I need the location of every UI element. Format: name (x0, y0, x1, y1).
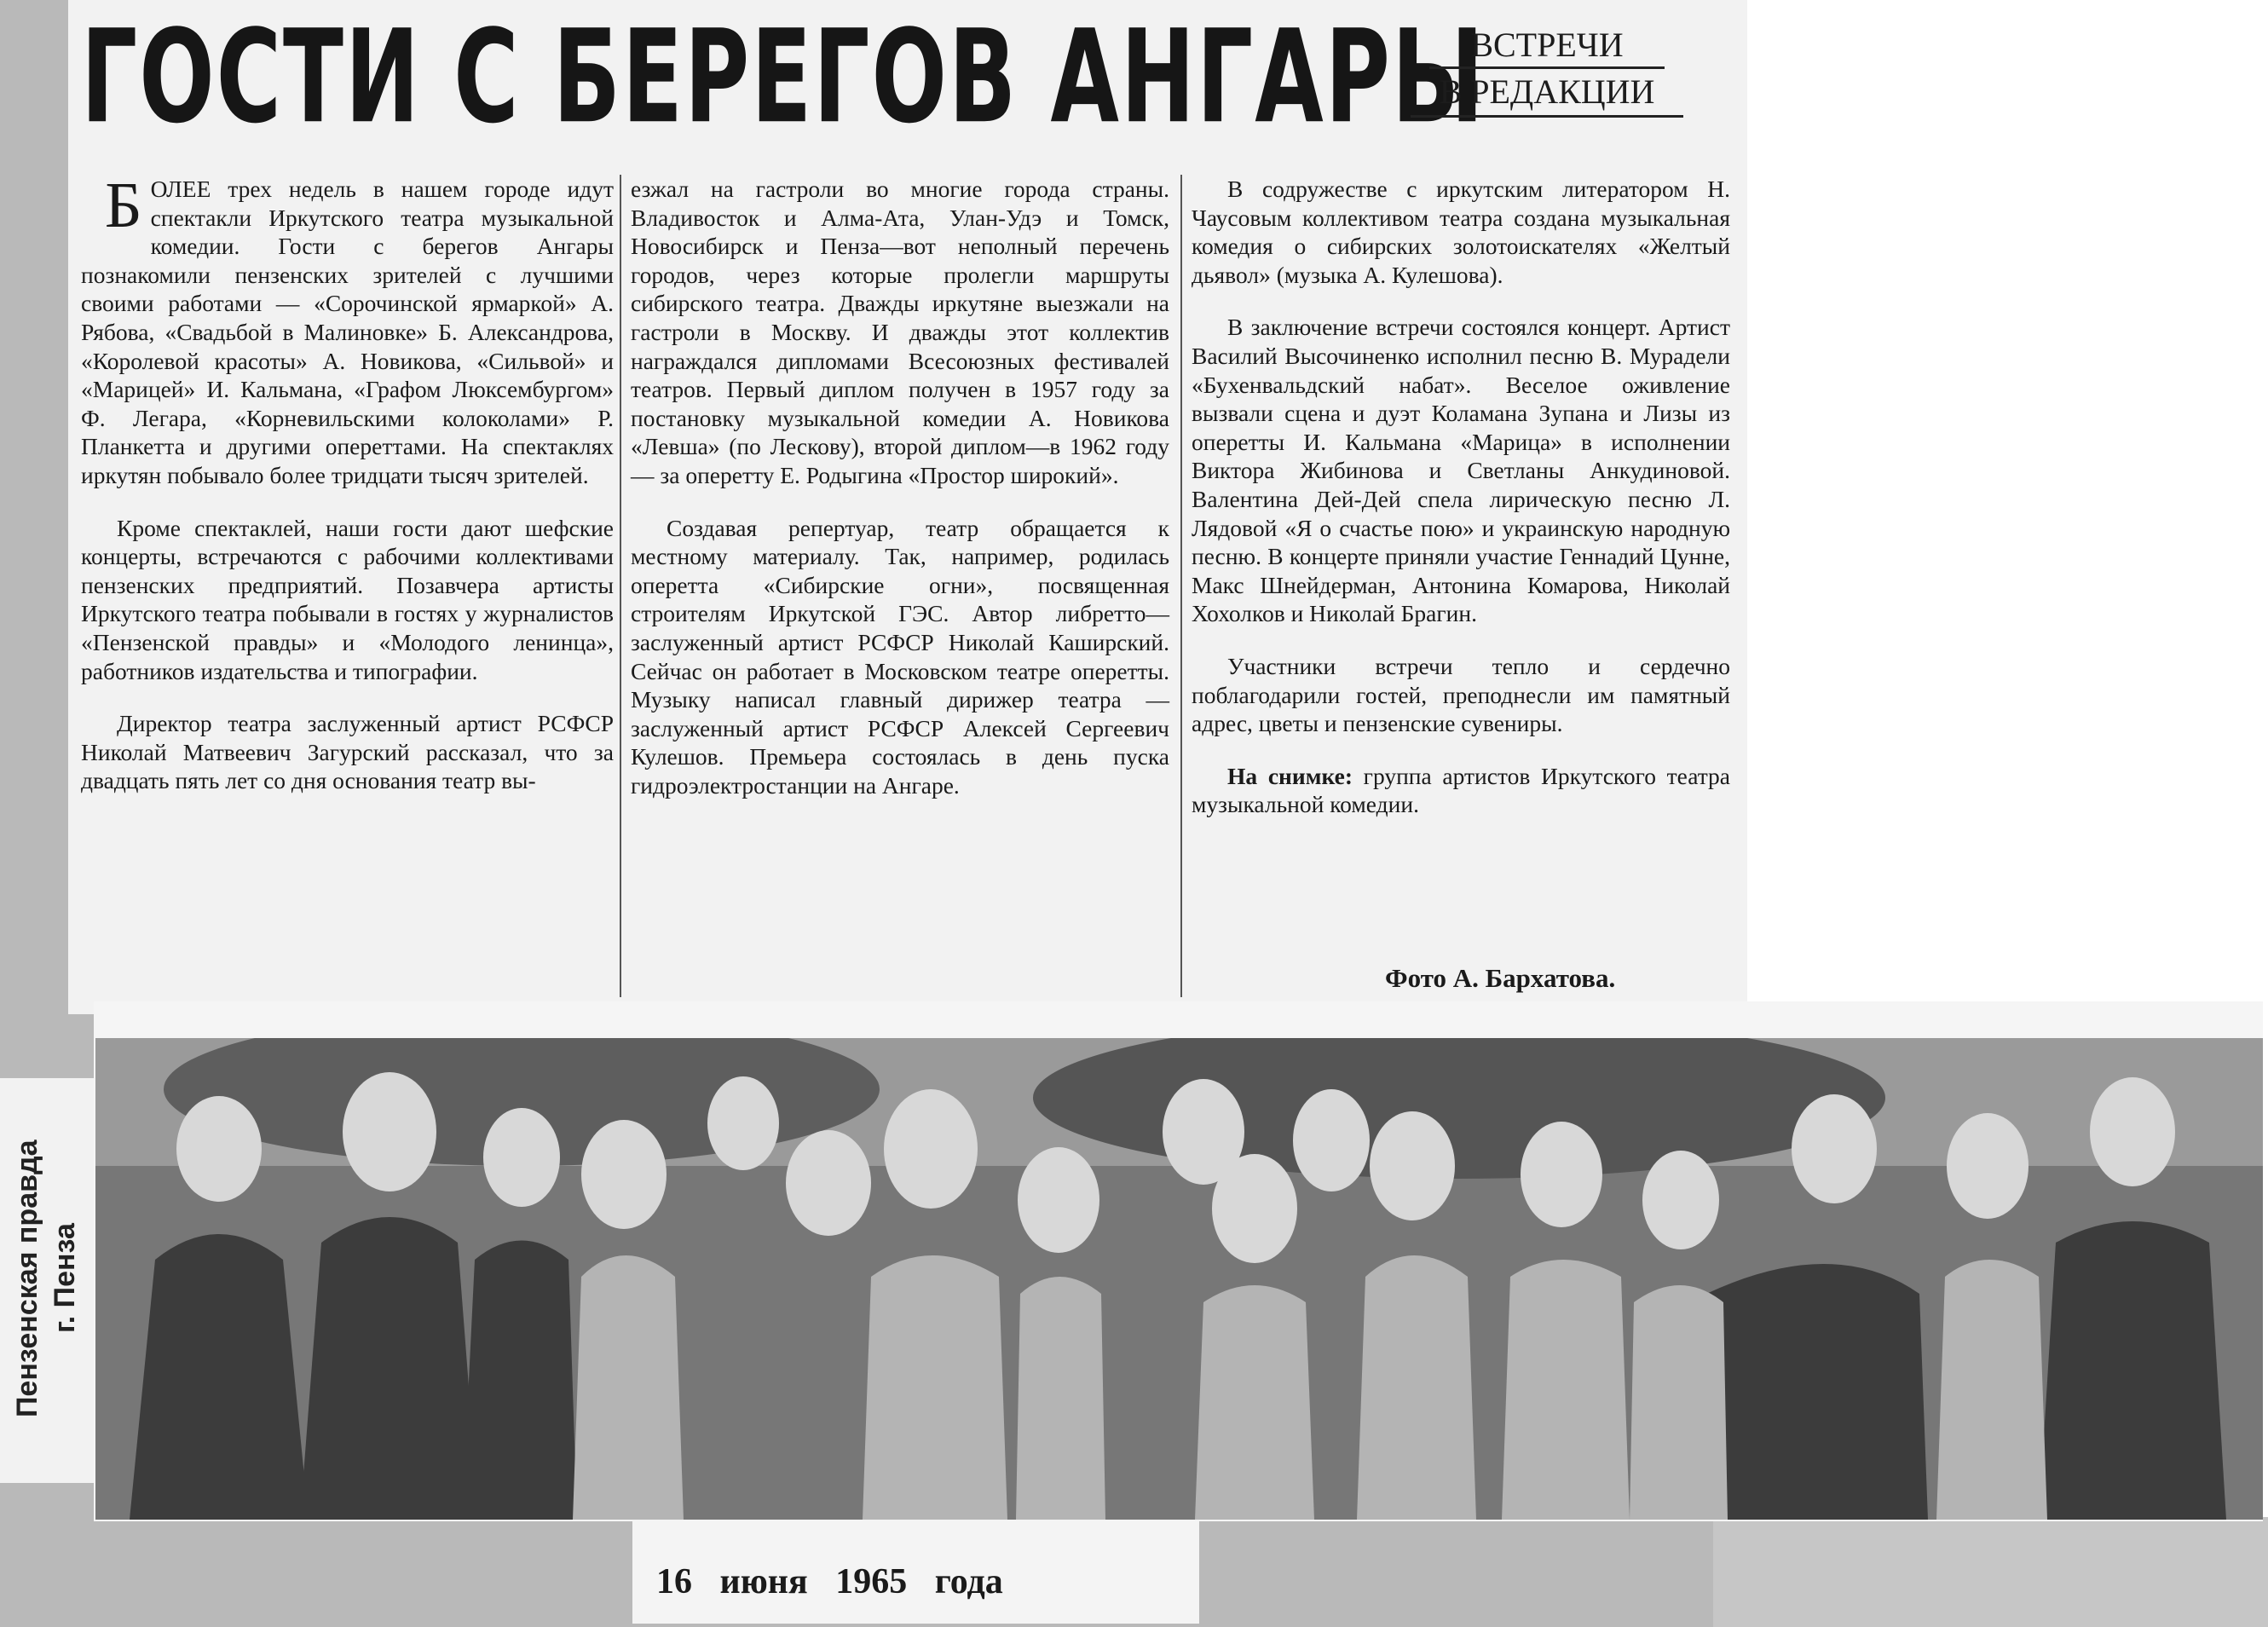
article-paragraph: езжал на гастроли во многие города страны. Владивосток и Алма-Ата, Улан-Удэ и Томск, Новосибирск и Пенза—вот неполный перечень городов, через которые пролегли маршруты сибирского театра. Дважды иркутяне выезжали на гастроли в Москву. И дважды этот коллектив награждался дипломами Всесоюзных фестивалей театров. Первый диплом получен в 1957 году за постановку музыкальной комедии А. Новикова «Левша» (по Лескову), второй диплом—в 1962 году — за оперетту Е. Родыгина «Простор широкий». (631, 176, 1169, 488)
article-paragraph: Участники встречи тепло и сердечно поблагодарили гостей, преподнесли им памятный адрес, цветы и пензенские сувениры. (1192, 652, 1730, 737)
rubric-line1: ВСТРЕЧИ (1429, 24, 1665, 69)
article-paragraph: Кроме спектаклей, наши гости дают шефские концерты, встречаются с рабочими коллективами пензенских предприятий. Позавчера артисты Иркутского театра побывали в гостях у журналистов «Пензенской правды» и «Молодого ленинца», работников издательства и типографии. (81, 514, 614, 684)
headline: ГОСТИ С БЕРЕГОВ АНГАРЫ (81, 1, 1486, 153)
column-rule (1180, 175, 1182, 997)
rubric-line2: В РЕДАКЦИИ (1411, 69, 1683, 118)
dropcap: Б (105, 170, 142, 241)
photo-credit: Фото А. Бархатова. (1385, 963, 1616, 993)
scan-background-bottom-right (1713, 1517, 2268, 1627)
masthead-stamp-line2: г. Пенза (49, 1223, 81, 1334)
article-paragraph (81, 170, 614, 490)
article-paragraph: Директор театра заслуженный артист РСФСР Николай Матвеевич Загурский рассказал, что за двадцать пять лет со дня основания театр вы- (81, 710, 614, 794)
column-rule (620, 175, 621, 997)
masthead-stamp-line1: Пензенская правда (11, 1139, 43, 1417)
article-column-3 (1192, 175, 1730, 997)
masthead-stamp (9, 1082, 85, 1474)
group-photo-image (95, 1038, 2263, 1520)
article-column-1 (81, 170, 614, 997)
caption-lead: На снимке: (1227, 762, 1353, 789)
paragraph-text: ОЛЕЕ трех недель в нашем городе идут спектакли Иркутского театра музыкальной комедии. Гости с берегов Ангары познакомили пензенских зрителей с лучшими своими работами — «Сорочинской ярмаркой» А. Рябова, «Свадьбой в Малиновке» Б. Александрова, «Королевой красоты» А. Новикова, «Сильвой» и «Марицей» И. Кальмана, «Графом Люксембургом» Ф. Легара, «Корневильскими колоколами» Р. Планкетта и другими опереттами. На спектаклях иркутян побывало более тридцати тысяч зрителей. (81, 176, 614, 488)
issue-date: 16 июня 1965 года (656, 1562, 1003, 1601)
photo-caption (1192, 762, 1730, 819)
article-column-2 (631, 175, 1169, 997)
caption-text: группа артистов Иркутского театра музыкальной комедии. (1192, 762, 1731, 818)
article-paragraph: В содружестве с иркутским литератором Н. Чаусовым коллективом театра создана музыкальная комедия о сибирских золотоискателях «Желтый дьявол» (музыка А. Кулешова). (1192, 176, 1730, 288)
article-paragraph: В заключение встречи состоялся концерт. Артист Василий Высочиненко исполнил песню В. Мурадели «Бухенвальдский набат». Веселое оживление вызвали сцена и дуэт Коламана Зупана и Лизы из оперетты И. Кальмана «Марица» в исполнении Виктора Жибинова и Светланы Анкудиновой. Валентина Дей-Дей спела лирическую песню Л. Лядовой «Я о счастье пою» и украинскую народную песню. В концерте приняли участие Геннадий Цунне, Макс Шнейдерман, Антонина Комарова, Николай Хохолков и Николай Брагин. (1192, 314, 1730, 627)
article-paragraph: Создавая репертуар, театр обращается к местному материалу. Так, например, родилась оперетта «Сибирские огни», посвященная строителям Иркутской ГЭС. Автор либретто—заслуженный артист РСФСР Николай Каширский. Сейчас он работает в Московском театре оперетты. Музыку написал главный дирижер театра — заслуженный артист РСФСР Алексей Сергеевич Кулешов. Премьера состоялась в день пуска гидроэлектростанции на Ангаре. (631, 514, 1169, 799)
group-photo (95, 1038, 2263, 1520)
rubric (1411, 24, 1683, 119)
